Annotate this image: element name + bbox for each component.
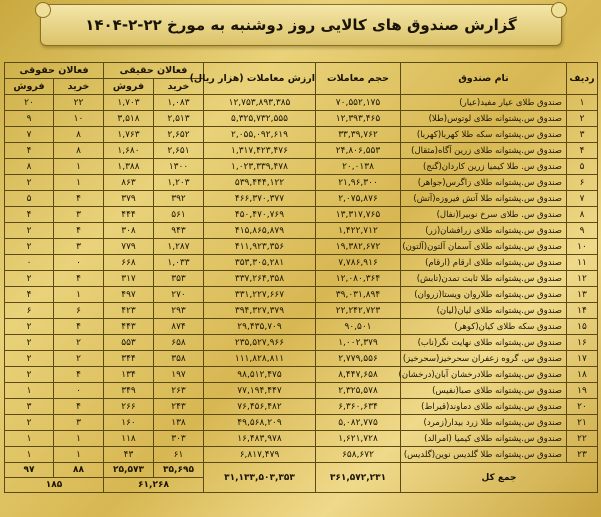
volume-cell: ۲,۳۲۵,۵۷۸ (316, 383, 401, 399)
table-row (5, 207, 598, 223)
legal-sell-cell: ۶ (5, 303, 54, 319)
row-number: ۶ (567, 175, 598, 191)
value-cell: ۵۳۹,۴۴۴,۱۲۲ (204, 175, 316, 191)
legal-buy-cell: ۱ (54, 447, 104, 463)
header-row-number: ردیف (567, 63, 598, 95)
funds-table (4, 62, 598, 493)
value-cell: ۹۸,۵۱۲,۴۷۵ (204, 367, 316, 383)
fund-name: صندوق س. طلا کیمیا زرین کاردان(گنج) (401, 159, 567, 175)
volume-cell: ۶,۳۶۰,۶۳۴ (316, 399, 401, 415)
volume-cell: ۲۲,۲۴۲,۷۲۳ (316, 303, 401, 319)
totals-legal-buy: ۸۸ (54, 463, 104, 478)
row-number: ۲ (567, 111, 598, 127)
table-row (5, 431, 598, 447)
real-buy-cell: ۱,۲۸۷ (154, 239, 204, 255)
real-sell-cell: ۸۶۳ (104, 175, 154, 191)
fund-name: صندوق طلای عیار مفید(عیار) (401, 95, 567, 111)
fund-name: صندوق س.پشتوانه طلای آسمان آلتون(آلتون) (401, 239, 567, 255)
value-cell: ۳۹۴,۳۲۷,۳۷۹ (204, 303, 316, 319)
real-buy-cell: ۲,۶۵۱ (154, 143, 204, 159)
header-value: ارزش معاملات (هزار ریال) (204, 63, 316, 95)
header-real-traders: فعالان حقیقی (104, 63, 204, 79)
real-sell-cell: ۳۴۴ (104, 351, 154, 367)
fund-name: صندوق س.پشتوانه طلای لوتوس(طلا) (401, 111, 567, 127)
real-sell-cell: ۱۳۴ (104, 367, 154, 383)
volume-cell: ۲۱,۹۶,۳۰۰ (316, 175, 401, 191)
table-body (5, 95, 598, 463)
value-cell: ۲۹,۴۳۵,۷۰۹ (204, 319, 316, 335)
value-cell: ۵,۳۲۵,۷۳۲,۵۵۵ (204, 111, 316, 127)
legal-sell-cell: ۴ (5, 143, 54, 159)
table-row (5, 415, 598, 431)
real-sell-cell: ۶۶۸ (104, 255, 154, 271)
fund-name: صندوق س.پشتوانه سکه طلا کهربا(کهربا) (401, 127, 567, 143)
table-row (5, 367, 598, 383)
fund-name: صندوق س.پشتوانه طلا آتش فیروزه(آتش) (401, 191, 567, 207)
real-sell-cell: ۱,۳۸۸ (104, 159, 154, 175)
totals-label: جمع کل (401, 463, 598, 493)
legal-sell-cell: ۲ (5, 239, 54, 255)
legal-sell-cell: ۲ (5, 367, 54, 383)
totals-real-sell: ۲۵,۵۷۳ (104, 463, 154, 478)
legal-buy-cell: ۱ (54, 431, 104, 447)
fund-name: صندوق س.پشتوانه طلای ارقام (ارقام) (401, 255, 567, 271)
fund-name: صندوق س.پشتوانه طلای کیمیا (امرالد) (401, 431, 567, 447)
table-row (5, 319, 598, 335)
table-row (5, 95, 598, 111)
legal-buy-cell: ۳ (54, 239, 104, 255)
legal-sell-cell: ۲ (5, 351, 54, 367)
totals-real-buy: ۳۵,۶۹۵ (154, 463, 204, 478)
header-real-sell: فروش (104, 79, 154, 95)
volume-cell: ۱,۶۲۱,۷۲۸ (316, 431, 401, 447)
title-banner (40, 4, 562, 46)
volume-cell: ۵,۰۸۲,۷۷۵ (316, 415, 401, 431)
real-buy-cell: ۵۶۱ (154, 207, 204, 223)
fund-name: صندوق س.پشتوانه طلای زرین آگاه(مثقال) (401, 143, 567, 159)
real-buy-cell: ۳۵۳ (154, 271, 204, 287)
header-legal-traders: فعالان حقوقی (5, 63, 104, 79)
fund-name: صندوق س.پشتوانه طلای دماوند(قیراط) (401, 399, 567, 415)
header-volume: حجم معاملات (316, 63, 401, 95)
legal-buy-cell: ۱ (54, 175, 104, 191)
header-legal-sell: فروش (5, 79, 54, 95)
real-buy-cell: ۲۶۳ (154, 383, 204, 399)
real-sell-cell: ۳,۵۱۸ (104, 111, 154, 127)
real-buy-cell: ۳۰۳ (154, 431, 204, 447)
row-number: ۲۱ (567, 415, 598, 431)
row-number: ۲۰ (567, 399, 598, 415)
totals-real-combined: ۶۱,۲۶۸ (104, 478, 204, 493)
real-sell-cell: ۴۴۴ (104, 207, 154, 223)
volume-cell: ۷,۷۸۶,۹۱۶ (316, 255, 401, 271)
header-real-buy: خرید (154, 79, 204, 95)
legal-sell-cell: ۲ (5, 319, 54, 335)
table-row (5, 239, 598, 255)
real-buy-cell: ۳۹۲ (154, 191, 204, 207)
fund-name: صندوق س.پشتوانه طلا گلدیس نوین(گلدیس) (401, 447, 567, 463)
real-buy-cell: ۱۳۸ (154, 415, 204, 431)
value-cell: ۷۶,۴۵۶,۴۸۲ (204, 399, 316, 415)
legal-sell-cell: ۸ (5, 159, 54, 175)
fund-name: صندوق سکه طلای کیان(کوهر) (401, 319, 567, 335)
value-cell: ۱۱۱,۸۲۸,۸۱۱ (204, 351, 316, 367)
table-row (5, 191, 598, 207)
value-cell: ۷۷,۱۹۴,۴۴۷ (204, 383, 316, 399)
real-sell-cell: ۱۱۸ (104, 431, 154, 447)
real-sell-cell: ۵۵۳ (104, 335, 154, 351)
legal-buy-cell: ۳ (54, 207, 104, 223)
real-sell-cell: ۱,۶۸۰ (104, 143, 154, 159)
legal-sell-cell: ۲ (5, 175, 54, 191)
real-sell-cell: ۱۶۰ (104, 415, 154, 431)
row-number: ۵ (567, 159, 598, 175)
value-cell: ۳۵۳,۳۰۵,۲۸۱ (204, 255, 316, 271)
legal-buy-cell: ۴ (54, 223, 104, 239)
row-number: ۱۰ (567, 239, 598, 255)
row-number: ۲۳ (567, 447, 598, 463)
real-buy-cell: ۶۵۸ (154, 335, 204, 351)
fund-name: صندوق س.پشتوانه طلای صبا(نفیس) (401, 383, 567, 399)
legal-sell-cell: ۴ (5, 287, 54, 303)
volume-cell: ۱,۴۲۲,۷۱۲ (316, 223, 401, 239)
legal-sell-cell: ۳ (5, 399, 54, 415)
value-cell: ۱۲,۷۵۳,۸۹۳,۳۸۵ (204, 95, 316, 111)
table-row (5, 303, 598, 319)
legal-buy-cell: ۲ (54, 335, 104, 351)
legal-sell-cell: ۲ (5, 415, 54, 431)
table-row (5, 271, 598, 287)
table-row (5, 159, 598, 175)
totals-legal-sell: ۹۷ (5, 463, 54, 478)
fund-name: صندوق س.پشتوانه طلاروان ویستا(زروان) (401, 287, 567, 303)
real-buy-cell: ۲۴۳ (154, 399, 204, 415)
fund-name: صندوق س.پشتوانه طلا زرد بیدار(زمرد) (401, 415, 567, 431)
real-sell-cell: ۴۳ (104, 447, 154, 463)
volume-cell: ۳۹,۰۳۱,۸۹۴ (316, 287, 401, 303)
value-cell: ۳۳۷,۲۶۴,۳۵۸ (204, 271, 316, 287)
legal-buy-cell: ۴ (54, 399, 104, 415)
value-cell: ۲,۰۵۵,۰۹۲,۶۱۹ (204, 127, 316, 143)
row-number: ۷ (567, 191, 598, 207)
fund-name: صندوق س. گروه زعفران سحرخیز(سحرخیز) (401, 351, 567, 367)
real-sell-cell: ۷۷۹ (104, 239, 154, 255)
totals-volume: ۳۶۱,۵۷۲,۲۳۱ (316, 463, 401, 493)
row-number: ۱۶ (567, 335, 598, 351)
scroll-curl-right-icon (551, 2, 567, 18)
legal-buy-cell: ۰ (54, 383, 104, 399)
table-row (5, 351, 598, 367)
value-cell: ۴۱۱,۹۲۳,۳۵۶ (204, 239, 316, 255)
legal-buy-cell: ۱ (54, 287, 104, 303)
real-buy-cell: ۱,۰۳۳ (154, 255, 204, 271)
row-number: ۸ (567, 207, 598, 223)
real-buy-cell: ۳۵۸ (154, 351, 204, 367)
real-sell-cell: ۱,۷۰۳ (104, 95, 154, 111)
real-buy-cell: ۲۷۰ (154, 287, 204, 303)
volume-cell: ۶۵۸,۶۷۲ (316, 447, 401, 463)
real-sell-cell: ۳۴۹ (104, 383, 154, 399)
fund-name: صندوق س.پشتوانه طلادرخشان آبان(درخشان) (401, 367, 567, 383)
legal-buy-cell: ۴ (54, 271, 104, 287)
legal-sell-cell: ۰ (5, 255, 54, 271)
legal-sell-cell: ۱ (5, 447, 54, 463)
legal-sell-cell: ۴ (5, 207, 54, 223)
row-number: ۳ (567, 127, 598, 143)
legal-sell-cell: ۱ (5, 383, 54, 399)
legal-buy-cell: ۴ (54, 319, 104, 335)
totals-value: ۳۱,۱۳۳,۵۰۳,۳۵۳ (204, 463, 316, 493)
real-buy-cell: ۱۹۷ (154, 367, 204, 383)
legal-buy-cell: ۱۰ (54, 111, 104, 127)
value-cell: ۳۳۱,۲۲۷,۶۶۷ (204, 287, 316, 303)
real-sell-cell: ۱,۷۶۳ (104, 127, 154, 143)
legal-buy-cell: ۴ (54, 367, 104, 383)
table-row (5, 143, 598, 159)
table-row (5, 287, 598, 303)
legal-buy-cell: ۱ (54, 159, 104, 175)
fund-name: صندوق س.پشتوانه طلای زاگرس(جواهر) (401, 175, 567, 191)
legal-buy-cell: ۸ (54, 127, 104, 143)
legal-buy-cell: ۳ (54, 415, 104, 431)
value-cell: ۴۵۰,۴۷۰,۷۶۹ (204, 207, 316, 223)
real-buy-cell: ۱,۰۸۳ (154, 95, 204, 111)
real-buy-cell: ۶۱ (154, 447, 204, 463)
totals-legal-combined: ۱۸۵ (5, 478, 104, 493)
row-number: ۹ (567, 223, 598, 239)
fund-name: صندوق س.پشتوانه طلای زرافشان(زر) (401, 223, 567, 239)
legal-buy-cell: ۶ (54, 303, 104, 319)
table-row (5, 399, 598, 415)
legal-sell-cell: ۲ (5, 271, 54, 287)
header-fund-name: نام صندوق (401, 63, 567, 95)
legal-buy-cell: ۲۲ (54, 95, 104, 111)
real-buy-cell: ۲,۵۱۳ (154, 111, 204, 127)
real-sell-cell: ۳۱۷ (104, 271, 154, 287)
legal-sell-cell: ۷ (5, 127, 54, 143)
legal-buy-cell: ۸ (54, 143, 104, 159)
legal-sell-cell: ۲۰ (5, 95, 54, 111)
legal-sell-cell: ۲ (5, 223, 54, 239)
volume-cell: ۲۴,۸۰۶,۵۵۳ (316, 143, 401, 159)
row-number: ۱۴ (567, 303, 598, 319)
real-sell-cell: ۲۶۶ (104, 399, 154, 415)
value-cell: ۶,۸۱۷,۴۷۹ (204, 447, 316, 463)
fund-name: صندوق س.پشتوانه طلا ثابت تمدن(تابش) (401, 271, 567, 287)
real-buy-cell: ۲,۶۵۲ (154, 127, 204, 143)
page-title: گزارش صندوق های کالایی روز دوشنبه به مورخ ۲۲-۲-۱۴۰۴ (85, 16, 517, 34)
volume-cell: ۸,۴۴۷,۶۵۸ (316, 367, 401, 383)
volume-cell: ۱۳,۳۱۷,۷۶۵ (316, 207, 401, 223)
table-row (5, 335, 598, 351)
volume-cell: ۱۲,۳۹۳,۴۶۵ (316, 111, 401, 127)
value-cell: ۱۶,۴۸۳,۹۷۸ (204, 431, 316, 447)
row-number: ۲۲ (567, 431, 598, 447)
legal-buy-cell: ۰ (54, 255, 104, 271)
value-cell: ۴۹,۵۶۸,۲۰۹ (204, 415, 316, 431)
fund-name: صندوق س.پشتوانه طلای نهایت نگر(ناب) (401, 335, 567, 351)
volume-cell: ۹۰,۵۰۱ (316, 319, 401, 335)
value-cell: ۴۶۶,۳۷۰,۳۷۷ (204, 191, 316, 207)
legal-buy-cell: ۴ (54, 191, 104, 207)
real-buy-cell: ۹۴۳ (154, 223, 204, 239)
volume-cell: ۲۰,۰۱۳۸ (316, 159, 401, 175)
real-sell-cell: ۴۴۳ (104, 319, 154, 335)
volume-cell: ۲,۷۷۹,۵۵۶ (316, 351, 401, 367)
header-legal-buy: خرید (54, 79, 104, 95)
scroll-curl-left-icon (35, 2, 51, 18)
totals-row (5, 463, 598, 478)
real-sell-cell: ۴۹۷ (104, 287, 154, 303)
value-cell: ۲۳۵,۵۲۷,۹۶۶ (204, 335, 316, 351)
real-buy-cell: ۱۳۰۰ (154, 159, 204, 175)
value-cell: ۴۱۵,۸۶۵,۸۷۹ (204, 223, 316, 239)
volume-cell: ۱۲,۰۸۰,۳۶۴ (316, 271, 401, 287)
legal-sell-cell: ۲ (5, 335, 54, 351)
legal-buy-cell: ۲ (54, 351, 104, 367)
row-number: ۱۳ (567, 287, 598, 303)
row-number: ۴ (567, 143, 598, 159)
real-sell-cell: ۴۲۳ (104, 303, 154, 319)
value-cell: ۱,۳۱۷,۴۲۳,۴۷۶ (204, 143, 316, 159)
row-number: ۱۲ (567, 271, 598, 287)
volume-cell: ۷۰,۵۵۲,۱۷۵ (316, 95, 401, 111)
value-cell: ۱,۰۲۳,۳۳۹,۴۷۸ (204, 159, 316, 175)
row-number: ۱۸ (567, 367, 598, 383)
real-sell-cell: ۳۷۹ (104, 191, 154, 207)
table-row (5, 127, 598, 143)
volume-cell: ۲,۰۷۵,۸۷۶ (316, 191, 401, 207)
real-buy-cell: ۱,۲۰۳ (154, 175, 204, 191)
real-sell-cell: ۳۰۸ (104, 223, 154, 239)
row-number: ۱۵ (567, 319, 598, 335)
row-number: ۱۱ (567, 255, 598, 271)
real-buy-cell: ۸۷۴ (154, 319, 204, 335)
legal-sell-cell: ۱ (5, 431, 54, 447)
legal-sell-cell: ۹ (5, 111, 54, 127)
table-row (5, 223, 598, 239)
table-row (5, 447, 598, 463)
table-row (5, 175, 598, 191)
fund-name: صندوق س.پشتوانه طلای لیان(لیان) (401, 303, 567, 319)
real-buy-cell: ۲۹۳ (154, 303, 204, 319)
row-number: ۱۹ (567, 383, 598, 399)
row-number: ۱ (567, 95, 598, 111)
table-row (5, 383, 598, 399)
volume-cell: ۳۳,۳۹,۷۶۲ (316, 127, 401, 143)
row-number: ۱۷ (567, 351, 598, 367)
fund-name: صندوق س. طلای سرخ نوبیرا(نفال) (401, 207, 567, 223)
table-row (5, 111, 598, 127)
table-row (5, 255, 598, 271)
volume-cell: ۱,۰۰۲,۳۷۹ (316, 335, 401, 351)
legal-sell-cell: ۵ (5, 191, 54, 207)
volume-cell: ۱۹,۳۸۲,۶۷۲ (316, 239, 401, 255)
